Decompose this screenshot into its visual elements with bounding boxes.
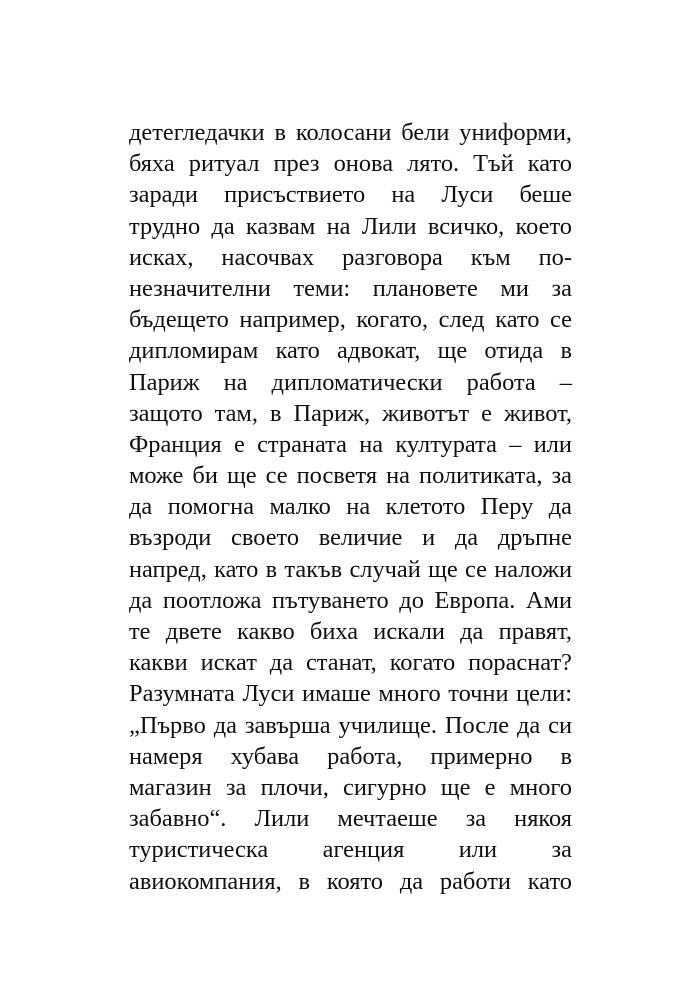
- text-line: Париж на дипломатически работа –: [129, 368, 572, 396]
- text-line: „Първо да завърша училище. После да си: [129, 711, 572, 739]
- text-line: Разумната Луси имаше много точни цели:: [129, 680, 572, 708]
- text-line: детегледачки в колосани бели униформи,: [129, 119, 572, 146]
- text-line: забавно“. Лили мечтаеше за някоя: [129, 805, 572, 833]
- text-line: намеря хубава работа, примерно в: [129, 742, 572, 770]
- text-line: защото там, в Париж, животът е живот,: [129, 399, 572, 427]
- text-line: да поотложа пътуването до Европа. Ами: [129, 586, 572, 614]
- text-line: възроди своето величие и да дръпне: [129, 524, 572, 552]
- text-line: туристическа агенция или за: [129, 836, 572, 864]
- text-line: авиокомпания, в която да работи като: [129, 867, 572, 895]
- text-line: да помогна малко на клетото Перу да: [129, 493, 572, 521]
- text-line: бъдещето например, когато, след като се: [129, 306, 572, 334]
- text-line: трудно да казвам на Лили всичко, което: [129, 212, 572, 240]
- text-line: исках, насочвах разговора към по-: [129, 243, 572, 271]
- text-line: може би ще се посветя на политиката, за: [129, 462, 572, 490]
- text-line: те двете какво биха искали да правят,: [129, 618, 572, 645]
- text-line: напред, като в такъв случай ще се наложи: [129, 555, 572, 583]
- text-line: заради присъствието на Луси беше: [129, 181, 572, 209]
- text-line: магазин за плочи, сигурно ще е много: [129, 773, 572, 801]
- text-line: дипломирам като адвокат, ще отида в: [129, 337, 572, 365]
- text-line: Франция е страната на културата – или: [129, 430, 572, 458]
- text-line: бяха ритуал през онова лято. Тъй като: [129, 150, 572, 178]
- text-line: какви искат да станат, когато пораснат?: [129, 649, 572, 677]
- body-text: [129, 117, 572, 897]
- text-line: незначителни теми: плановете ми за: [129, 274, 572, 302]
